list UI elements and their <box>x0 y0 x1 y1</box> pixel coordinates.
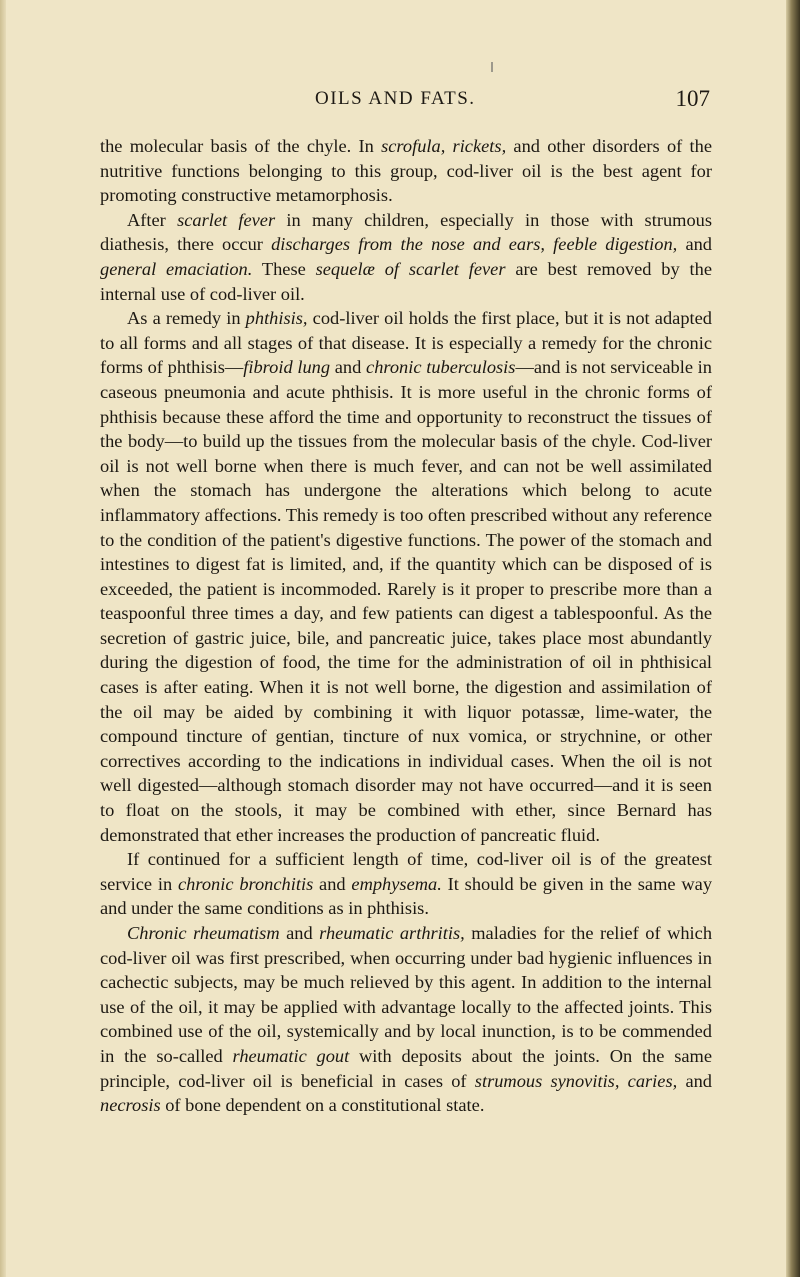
text-run: and <box>330 357 367 378</box>
running-title: OILS AND FATS. <box>315 88 476 109</box>
italic-term: scrofula, rickets, <box>381 136 507 156</box>
text-run: As a remedy in <box>127 308 246 329</box>
italic-term: discharges from the nose and ears, feeble digestion, <box>271 234 678 255</box>
text-run: After <box>127 209 178 230</box>
text-run: and <box>677 234 713 255</box>
running-head <box>100 88 710 118</box>
body-text <box>100 134 712 1118</box>
italic-term: chronic bronchitis <box>178 873 314 894</box>
text-run: of bone dependent on a constitutional state. <box>160 1095 485 1116</box>
page-edge-left <box>0 0 6 1277</box>
italic-term: strumous synovitis, caries, <box>474 1070 678 1091</box>
italic-term: sequelæ of scarlet fever <box>315 258 506 279</box>
text-run: —and is not serviceable in caseous pneumonia and acute phthisis. It is more useful in the chronic forms of phthisis because these afford the time and opportunity to reconstruct the tissues of the body—to build up the tissues from the molecular basis of the chyle. Cod-liver oil is not well borne when there is much fever, and can not be well assimilated when the stomach has undergone the alterations which belong to acute inflammatory affections. This remedy is too often prescribed without any reference to the condition of the patient's digestive functions. The power of the stomach and intestines to digest fat is limited, and, if the quantity which can be disposed of is exceeded, the patient is incommoded. Rarely is it proper to prescribe more than a teaspoonful three times a day, and few patients can digest a tablespoonful. As the secretion of gastric juice, bile, and pancreatic juice, takes place most abundantly during the digestion of food, the time for the administration of oil in phthisical cases is after eating. When it is not well borne, the digestion and assimilation of the oil may be aided by combining it with liquor potassæ, lime-water, the compound tincture of gentian, tincture of nux vomica, or strychnine, or other correctives according to the indications in individual cases. When the oil is not well digested—although stomach disorder may not have occurred—and it is seen to float on the stools, it may be combined with ether, since Bernard has demonstrated that ether increases the production of pancreatic fluid. <box>100 357 712 845</box>
text-run: and <box>677 1070 713 1091</box>
page-edge-right <box>786 0 800 1277</box>
italic-term: chronic tuberculosis <box>366 357 516 378</box>
italic-term: rheumatic arthritis, <box>319 923 465 943</box>
italic-term: Chronic rheumatism <box>127 923 280 943</box>
paragraph <box>100 306 712 847</box>
text-run: cod-liver oil holds the first place, but it is not adapted to all forms and all stages of that disease. It is especially a remedy for the chronic forms of phthisis— <box>100 308 712 378</box>
paragraph <box>100 208 712 306</box>
paragraph <box>100 134 712 208</box>
text-run: in many children, especially in those with strumous diathesis, there occur <box>100 209 712 255</box>
italic-term: necrosis <box>100 1095 161 1116</box>
italic-term: phthisis, <box>245 308 308 329</box>
text-run: These <box>252 258 316 279</box>
print-mark <box>491 62 493 72</box>
italic-term: scarlet fever <box>177 209 276 230</box>
italic-term: emphysema. <box>351 873 442 894</box>
text-run: and other disorders of the nutritive functions belonging to this group, cod-liver oil is the best agent for promoting constructive metamorphosis. <box>100 136 712 206</box>
paragraph <box>100 847 712 921</box>
text-run: with deposits about the joints. On the same principle, cod-liver oil is beneficial in cases of <box>100 1045 712 1091</box>
text-run: maladies for the relief of which cod-liver oil was first prescribed, when occurring under bad hygienic influences in cachectic subjects, may be much relieved by this agent. In addition to the internal use of the oil, it may be applied with advantage locally to the affected joints. This combined use of the oil, systemically and by local inunction, is to be commended in the so-called <box>100 923 713 1066</box>
italic-term: rheumatic gout <box>232 1045 350 1066</box>
paragraph <box>100 921 712 1118</box>
italic-term: fibroid lung <box>243 357 331 378</box>
text-run: and <box>313 873 352 894</box>
page-number: 107 <box>675 86 710 111</box>
text-run: and <box>279 923 320 943</box>
text-run: If continued for a sufficient length of time, cod-liver oil is of the greatest service in <box>100 849 712 894</box>
italic-term: general emaciation. <box>100 258 253 279</box>
text-run: It should be given in the same way and under the same conditions as in phthisis. <box>100 873 713 919</box>
text-run: are best removed by the internal use of cod-liver oil. <box>100 258 713 304</box>
text-run: the molecular basis of the chyle. In <box>100 136 382 156</box>
